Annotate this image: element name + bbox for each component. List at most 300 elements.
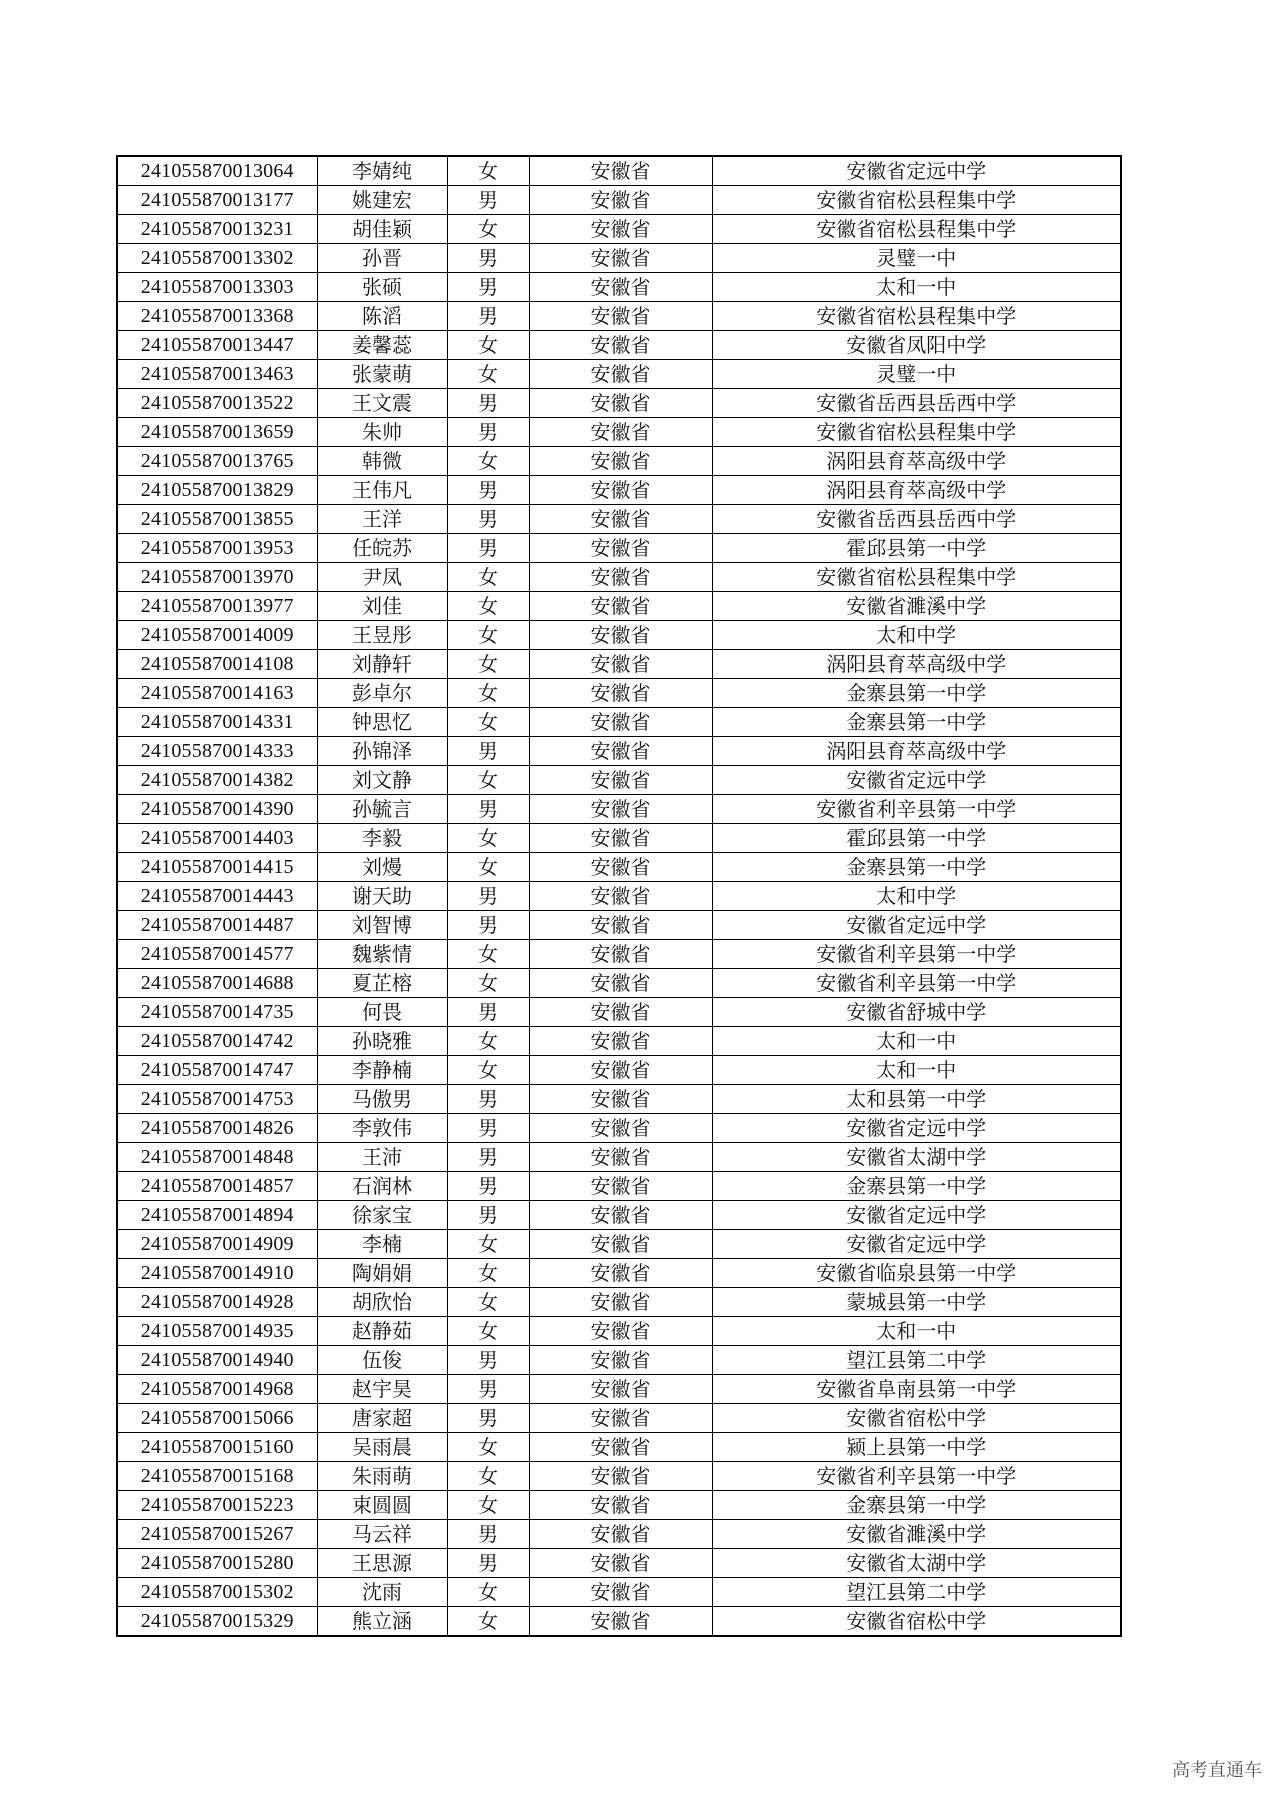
exam-id-cell: 241055870014333 (117, 737, 317, 766)
province-cell: 安徽省 (529, 505, 712, 534)
school-cell: 太和一中 (712, 1056, 1121, 1085)
table-row (117, 1201, 1121, 1230)
school-cell: 涡阳县育萃高级中学 (712, 476, 1121, 505)
school-cell: 霍邱县第一中学 (712, 534, 1121, 563)
province-cell: 安徽省 (529, 563, 712, 592)
school-cell: 金寨县第一中学 (712, 1491, 1121, 1520)
exam-id-cell: 241055870014968 (117, 1375, 317, 1404)
gender-cell: 女 (447, 940, 529, 969)
exam-id-cell: 241055870013953 (117, 534, 317, 563)
school-cell: 太和中学 (712, 621, 1121, 650)
name-cell: 张蒙萌 (317, 360, 447, 389)
roster-body (117, 156, 1121, 1636)
province-cell: 安徽省 (529, 1346, 712, 1375)
gender-cell: 女 (447, 592, 529, 621)
table-row (117, 1404, 1121, 1433)
exam-id-cell: 241055870014928 (117, 1288, 317, 1317)
exam-id-cell: 241055870014487 (117, 911, 317, 940)
province-cell: 安徽省 (529, 1549, 712, 1578)
exam-id-cell: 241055870014910 (117, 1259, 317, 1288)
name-cell: 王昱彤 (317, 621, 447, 650)
table-row (117, 1172, 1121, 1201)
school-cell: 金寨县第一中学 (712, 708, 1121, 737)
school-cell: 金寨县第一中学 (712, 679, 1121, 708)
name-cell: 刘佳 (317, 592, 447, 621)
school-cell: 金寨县第一中学 (712, 1172, 1121, 1201)
school-cell: 安徽省濉溪中学 (712, 592, 1121, 621)
school-cell: 安徽省宿松中学 (712, 1404, 1121, 1433)
gender-cell: 女 (447, 679, 529, 708)
school-cell: 安徽省宿松县程集中学 (712, 302, 1121, 331)
exam-id-cell: 241055870014742 (117, 1027, 317, 1056)
gender-cell: 男 (447, 476, 529, 505)
name-cell: 王洋 (317, 505, 447, 534)
exam-id-cell: 241055870013765 (117, 447, 317, 476)
table-row (117, 273, 1121, 302)
exam-id-cell: 241055870014688 (117, 969, 317, 998)
gender-cell: 女 (447, 1491, 529, 1520)
exam-id-cell: 241055870013447 (117, 331, 317, 360)
gender-cell: 男 (447, 998, 529, 1027)
exam-id-cell: 241055870014390 (117, 795, 317, 824)
table-row (117, 447, 1121, 476)
exam-id-cell: 241055870013855 (117, 505, 317, 534)
table-row (117, 969, 1121, 998)
exam-id-cell: 241055870013522 (117, 389, 317, 418)
gender-cell: 女 (447, 1433, 529, 1462)
province-cell: 安徽省 (529, 1230, 712, 1259)
province-cell: 安徽省 (529, 1520, 712, 1549)
exam-id-cell: 241055870014108 (117, 650, 317, 679)
province-cell: 安徽省 (529, 1578, 712, 1607)
school-cell: 太和县第一中学 (712, 1085, 1121, 1114)
gender-cell: 男 (447, 795, 529, 824)
table-row (117, 1259, 1121, 1288)
table-row (117, 1143, 1121, 1172)
gender-cell: 男 (447, 273, 529, 302)
exam-id-cell: 241055870014009 (117, 621, 317, 650)
name-cell: 李楠 (317, 1230, 447, 1259)
name-cell: 唐家超 (317, 1404, 447, 1433)
table-row (117, 708, 1121, 737)
school-cell: 安徽省定远中学 (712, 911, 1121, 940)
table-row (117, 1056, 1121, 1085)
school-cell: 安徽省定远中学 (712, 766, 1121, 795)
province-cell: 安徽省 (529, 1491, 712, 1520)
exam-id-cell: 241055870013302 (117, 244, 317, 273)
province-cell: 安徽省 (529, 766, 712, 795)
table-row (117, 534, 1121, 563)
table-row (117, 998, 1121, 1027)
name-cell: 孙锦泽 (317, 737, 447, 766)
school-cell: 安徽省利辛县第一中学 (712, 940, 1121, 969)
name-cell: 朱雨萌 (317, 1462, 447, 1491)
student-roster-table (116, 155, 1122, 1637)
gender-cell: 男 (447, 737, 529, 766)
gender-cell: 女 (447, 650, 529, 679)
table-row (117, 360, 1121, 389)
province-cell: 安徽省 (529, 940, 712, 969)
school-cell: 安徽省临泉县第一中学 (712, 1259, 1121, 1288)
table-row (117, 1491, 1121, 1520)
province-cell: 安徽省 (529, 621, 712, 650)
exam-id-cell: 241055870015168 (117, 1462, 317, 1491)
school-cell: 灵璧一中 (712, 360, 1121, 389)
table-row (117, 1433, 1121, 1462)
exam-id-cell: 241055870014857 (117, 1172, 317, 1201)
table-row (117, 1520, 1121, 1549)
school-cell: 灵璧一中 (712, 244, 1121, 273)
table-row (117, 1346, 1121, 1375)
province-cell: 安徽省 (529, 882, 712, 911)
exam-id-cell: 241055870014848 (117, 1143, 317, 1172)
province-cell: 安徽省 (529, 1462, 712, 1491)
table-row (117, 418, 1121, 447)
name-cell: 李毅 (317, 824, 447, 853)
exam-id-cell: 241055870013064 (117, 156, 317, 186)
province-cell: 安徽省 (529, 331, 712, 360)
exam-id-cell: 241055870014577 (117, 940, 317, 969)
province-cell: 安徽省 (529, 1201, 712, 1230)
gender-cell: 女 (447, 1056, 529, 1085)
province-cell: 安徽省 (529, 1607, 712, 1637)
name-cell: 李静楠 (317, 1056, 447, 1085)
gender-cell: 女 (447, 766, 529, 795)
school-cell: 霍邱县第一中学 (712, 824, 1121, 853)
table-row (117, 1375, 1121, 1404)
gender-cell: 男 (447, 911, 529, 940)
name-cell: 李敦伟 (317, 1114, 447, 1143)
exam-id-cell: 241055870013829 (117, 476, 317, 505)
table-row (117, 563, 1121, 592)
table-row (117, 679, 1121, 708)
name-cell: 钟思忆 (317, 708, 447, 737)
table-row (117, 1578, 1121, 1607)
exam-id-cell: 241055870014894 (117, 1201, 317, 1230)
gender-cell: 男 (447, 1172, 529, 1201)
province-cell: 安徽省 (529, 969, 712, 998)
school-cell: 安徽省阜南县第一中学 (712, 1375, 1121, 1404)
exam-id-cell: 241055870014415 (117, 853, 317, 882)
school-cell: 安徽省岳西县岳西中学 (712, 389, 1121, 418)
exam-id-cell: 241055870014909 (117, 1230, 317, 1259)
gender-cell: 女 (447, 708, 529, 737)
gender-cell: 女 (447, 1578, 529, 1607)
name-cell: 韩微 (317, 447, 447, 476)
school-cell: 涡阳县育萃高级中学 (712, 650, 1121, 679)
watermark-text: 高考直通车 (1172, 1760, 1262, 1781)
school-cell: 蒙城县第一中学 (712, 1288, 1121, 1317)
name-cell: 彭卓尔 (317, 679, 447, 708)
gender-cell: 女 (447, 1462, 529, 1491)
gender-cell: 男 (447, 1085, 529, 1114)
gender-cell: 男 (447, 1520, 529, 1549)
gender-cell: 男 (447, 1143, 529, 1172)
table-row (117, 1317, 1121, 1346)
name-cell: 石润林 (317, 1172, 447, 1201)
exam-id-cell: 241055870013659 (117, 418, 317, 447)
name-cell: 束圆圆 (317, 1491, 447, 1520)
name-cell: 姚建宏 (317, 186, 447, 215)
name-cell: 孙毓言 (317, 795, 447, 824)
exam-id-cell: 241055870014753 (117, 1085, 317, 1114)
table-row (117, 1027, 1121, 1056)
exam-id-cell: 241055870014940 (117, 1346, 317, 1375)
table-row (117, 650, 1121, 679)
table-row (117, 592, 1121, 621)
gender-cell: 女 (447, 824, 529, 853)
exam-id-cell: 241055870015223 (117, 1491, 317, 1520)
exam-id-cell: 241055870015160 (117, 1433, 317, 1462)
exam-id-cell: 241055870015329 (117, 1607, 317, 1637)
name-cell: 刘文静 (317, 766, 447, 795)
gender-cell: 女 (447, 1259, 529, 1288)
province-cell: 安徽省 (529, 998, 712, 1027)
name-cell: 尹凤 (317, 563, 447, 592)
table-row (117, 331, 1121, 360)
exam-id-cell: 241055870014403 (117, 824, 317, 853)
province-cell: 安徽省 (529, 650, 712, 679)
name-cell: 吴雨晨 (317, 1433, 447, 1462)
school-cell: 安徽省利辛县第一中学 (712, 1462, 1121, 1491)
table-row (117, 476, 1121, 505)
gender-cell: 男 (447, 1404, 529, 1433)
gender-cell: 男 (447, 534, 529, 563)
gender-cell: 女 (447, 1027, 529, 1056)
gender-cell: 女 (447, 331, 529, 360)
province-cell: 安徽省 (529, 244, 712, 273)
name-cell: 王文震 (317, 389, 447, 418)
province-cell: 安徽省 (529, 1114, 712, 1143)
table-row (117, 244, 1121, 273)
gender-cell: 男 (447, 302, 529, 331)
school-cell: 太和一中 (712, 1317, 1121, 1346)
table-row (117, 215, 1121, 244)
name-cell: 魏紫情 (317, 940, 447, 969)
table-row (117, 795, 1121, 824)
gender-cell: 女 (447, 1288, 529, 1317)
gender-cell: 女 (447, 1230, 529, 1259)
province-cell: 安徽省 (529, 592, 712, 621)
table-row (117, 1549, 1121, 1578)
table-row (117, 505, 1121, 534)
name-cell: 任皖苏 (317, 534, 447, 563)
name-cell: 姜馨蕊 (317, 331, 447, 360)
province-cell: 安徽省 (529, 1056, 712, 1085)
province-cell: 安徽省 (529, 1317, 712, 1346)
name-cell: 刘智博 (317, 911, 447, 940)
school-cell: 望江县第二中学 (712, 1578, 1121, 1607)
province-cell: 安徽省 (529, 447, 712, 476)
school-cell: 太和一中 (712, 1027, 1121, 1056)
gender-cell: 男 (447, 1201, 529, 1230)
school-cell: 安徽省宿松县程集中学 (712, 418, 1121, 447)
name-cell: 马傲男 (317, 1085, 447, 1114)
name-cell: 陶娟娟 (317, 1259, 447, 1288)
province-cell: 安徽省 (529, 1375, 712, 1404)
school-cell: 安徽省舒城中学 (712, 998, 1121, 1027)
table-row (117, 1085, 1121, 1114)
school-cell: 安徽省宿松县程集中学 (712, 215, 1121, 244)
gender-cell: 女 (447, 621, 529, 650)
name-cell: 沈雨 (317, 1578, 447, 1607)
name-cell: 王思源 (317, 1549, 447, 1578)
gender-cell: 女 (447, 447, 529, 476)
school-cell: 太和一中 (712, 273, 1121, 302)
table-row (117, 389, 1121, 418)
name-cell: 胡欣怡 (317, 1288, 447, 1317)
exam-id-cell: 241055870014935 (117, 1317, 317, 1346)
exam-id-cell: 241055870013231 (117, 215, 317, 244)
province-cell: 安徽省 (529, 824, 712, 853)
gender-cell: 女 (447, 563, 529, 592)
exam-id-cell: 241055870014443 (117, 882, 317, 911)
name-cell: 熊立涵 (317, 1607, 447, 1637)
name-cell: 孙晓雅 (317, 1027, 447, 1056)
name-cell: 李婧纯 (317, 156, 447, 186)
school-cell: 安徽省定远中学 (712, 1114, 1121, 1143)
exam-id-cell: 241055870014826 (117, 1114, 317, 1143)
name-cell: 马云祥 (317, 1520, 447, 1549)
table-row (117, 1288, 1121, 1317)
table-row (117, 1462, 1121, 1491)
name-cell: 何畏 (317, 998, 447, 1027)
province-cell: 安徽省 (529, 1259, 712, 1288)
name-cell: 赵静茹 (317, 1317, 447, 1346)
school-cell: 安徽省定远中学 (712, 1201, 1121, 1230)
name-cell: 陈滔 (317, 302, 447, 331)
province-cell: 安徽省 (529, 156, 712, 186)
gender-cell: 男 (447, 1549, 529, 1578)
exam-id-cell: 241055870013977 (117, 592, 317, 621)
gender-cell: 女 (447, 156, 529, 186)
province-cell: 安徽省 (529, 302, 712, 331)
school-cell: 安徽省宿松中学 (712, 1607, 1121, 1637)
gender-cell: 男 (447, 882, 529, 911)
gender-cell: 男 (447, 1375, 529, 1404)
table-row (117, 1114, 1121, 1143)
name-cell: 王沛 (317, 1143, 447, 1172)
school-cell: 安徽省太湖中学 (712, 1549, 1121, 1578)
province-cell: 安徽省 (529, 737, 712, 766)
exam-id-cell: 241055870013970 (117, 563, 317, 592)
table-row (117, 156, 1121, 186)
school-cell: 涡阳县育萃高级中学 (712, 737, 1121, 766)
name-cell: 刘静轩 (317, 650, 447, 679)
province-cell: 安徽省 (529, 795, 712, 824)
province-cell: 安徽省 (529, 1027, 712, 1056)
school-cell: 颍上县第一中学 (712, 1433, 1121, 1462)
name-cell: 王伟凡 (317, 476, 447, 505)
exam-id-cell: 241055870015267 (117, 1520, 317, 1549)
gender-cell: 男 (447, 1114, 529, 1143)
table-row (117, 186, 1121, 215)
gender-cell: 男 (447, 505, 529, 534)
exam-id-cell: 241055870014163 (117, 679, 317, 708)
school-cell: 安徽省宿松县程集中学 (712, 186, 1121, 215)
school-cell: 安徽省岳西县岳西中学 (712, 505, 1121, 534)
school-cell: 太和中学 (712, 882, 1121, 911)
gender-cell: 男 (447, 418, 529, 447)
province-cell: 安徽省 (529, 215, 712, 244)
school-cell: 涡阳县育萃高级中学 (712, 447, 1121, 476)
province-cell: 安徽省 (529, 708, 712, 737)
name-cell: 孙晋 (317, 244, 447, 273)
school-cell: 安徽省利辛县第一中学 (712, 795, 1121, 824)
province-cell: 安徽省 (529, 418, 712, 447)
school-cell: 安徽省濉溪中学 (712, 1520, 1121, 1549)
province-cell: 安徽省 (529, 273, 712, 302)
school-cell: 安徽省凤阳中学 (712, 331, 1121, 360)
province-cell: 安徽省 (529, 911, 712, 940)
province-cell: 安徽省 (529, 1404, 712, 1433)
province-cell: 安徽省 (529, 360, 712, 389)
province-cell: 安徽省 (529, 1172, 712, 1201)
name-cell: 刘熳 (317, 853, 447, 882)
gender-cell: 女 (447, 360, 529, 389)
exam-id-cell: 241055870013463 (117, 360, 317, 389)
exam-id-cell: 241055870015066 (117, 1404, 317, 1433)
gender-cell: 女 (447, 1607, 529, 1637)
exam-id-cell: 241055870015280 (117, 1549, 317, 1578)
exam-id-cell: 241055870014331 (117, 708, 317, 737)
school-cell: 安徽省宿松县程集中学 (712, 563, 1121, 592)
school-cell: 安徽省太湖中学 (712, 1143, 1121, 1172)
table-row (117, 882, 1121, 911)
exam-id-cell: 241055870015302 (117, 1578, 317, 1607)
school-cell: 望江县第二中学 (712, 1346, 1121, 1375)
province-cell: 安徽省 (529, 679, 712, 708)
table-row (117, 1230, 1121, 1259)
school-cell: 安徽省定远中学 (712, 1230, 1121, 1259)
province-cell: 安徽省 (529, 1143, 712, 1172)
name-cell: 朱帅 (317, 418, 447, 447)
gender-cell: 男 (447, 244, 529, 273)
exam-id-cell: 241055870013368 (117, 302, 317, 331)
gender-cell: 女 (447, 215, 529, 244)
table-row (117, 302, 1121, 331)
name-cell: 伍俊 (317, 1346, 447, 1375)
province-cell: 安徽省 (529, 1085, 712, 1114)
school-cell: 安徽省利辛县第一中学 (712, 969, 1121, 998)
gender-cell: 女 (447, 969, 529, 998)
exam-id-cell: 241055870014382 (117, 766, 317, 795)
exam-id-cell: 241055870013303 (117, 273, 317, 302)
gender-cell: 女 (447, 1317, 529, 1346)
table-row (117, 1607, 1121, 1637)
gender-cell: 女 (447, 853, 529, 882)
province-cell: 安徽省 (529, 1288, 712, 1317)
name-cell: 夏芷榕 (317, 969, 447, 998)
table-row (117, 911, 1121, 940)
exam-id-cell: 241055870014735 (117, 998, 317, 1027)
table-row (117, 940, 1121, 969)
table-row (117, 737, 1121, 766)
name-cell: 张硕 (317, 273, 447, 302)
table-row (117, 824, 1121, 853)
province-cell: 安徽省 (529, 389, 712, 418)
gender-cell: 男 (447, 389, 529, 418)
exam-id-cell: 241055870014747 (117, 1056, 317, 1085)
gender-cell: 男 (447, 1346, 529, 1375)
province-cell: 安徽省 (529, 1433, 712, 1462)
province-cell: 安徽省 (529, 853, 712, 882)
gender-cell: 男 (447, 186, 529, 215)
school-cell: 金寨县第一中学 (712, 853, 1121, 882)
exam-id-cell: 241055870013177 (117, 186, 317, 215)
province-cell: 安徽省 (529, 476, 712, 505)
table-row (117, 853, 1121, 882)
